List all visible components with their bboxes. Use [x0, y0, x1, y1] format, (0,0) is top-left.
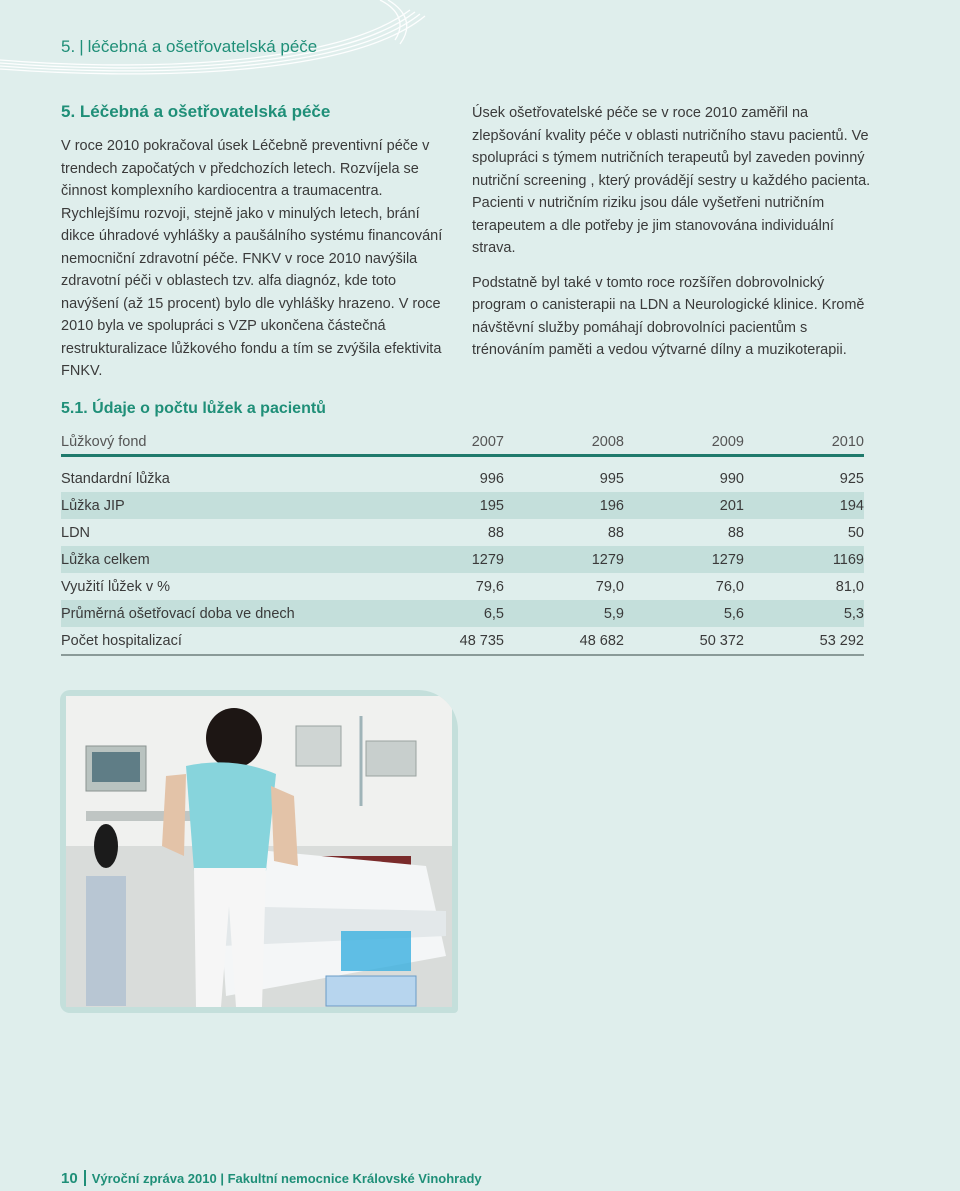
table-row — [61, 600, 864, 627]
table-header-row — [61, 430, 864, 456]
row-label: Lůžka JIP — [61, 492, 384, 519]
row-value: 5,9 — [504, 600, 624, 627]
photo-frame — [60, 690, 458, 1013]
row-value: 1169 — [744, 546, 864, 573]
row-value: 79,6 — [475, 578, 504, 595]
left-column — [61, 135, 456, 383]
table-row — [61, 519, 864, 546]
row-value: 53 292 — [744, 627, 864, 655]
row-value: 76,0 — [715, 578, 744, 595]
row-value: 88 — [487, 524, 504, 541]
row-label: Standardní lůžka — [61, 470, 170, 487]
row-value: 5,6 — [624, 600, 744, 627]
row-value: 194 — [744, 492, 864, 519]
row-label: Lůžka celkem — [61, 546, 384, 573]
row-value: 88 — [727, 524, 744, 541]
section-title: 5. Léčebná a ošetřovatelská péče — [61, 102, 331, 121]
table-row — [61, 492, 864, 519]
header-cell-2010: 2010 — [744, 430, 864, 456]
right-column — [472, 102, 872, 374]
left-paragraph: V roce 2010 pokračoval úsek Léčebně preventivní péče v trendech započatých v předchozích letech. Rozvíjela se činnost komplexního kardiocentra a traumacentra. Rychlejšímu rozvoji, stejně jako v minulých letech, brání dikce úhradové vyhlášky a paušálního systému financování nemocniční zdravotní péče. FNKV v roce 2010 navýšila zdravotní péči v oblastech tzv. alfa diagnóz, kde toto navýšení (až 15 procent) bylo dle vyhlášky hrazeno. V roce 2010 byla ve spolupráci s VZP ukončena částečná restrukturalizace lůžkového fondu a tím se zvýšila efektivita FNKV. — [61, 138, 443, 379]
table-row — [61, 546, 864, 573]
table-title: 5.1. Údaje o počtu lůžek a pacientů — [61, 400, 326, 417]
row-value: 79,0 — [595, 578, 624, 595]
row-value: 995 — [599, 470, 624, 487]
row-value: 48 682 — [504, 627, 624, 655]
row-value: 1279 — [504, 546, 624, 573]
row-value: 48 735 — [384, 627, 504, 655]
row-value: 196 — [504, 492, 624, 519]
hospital-room-photo — [66, 696, 452, 1007]
table-spacer — [61, 456, 864, 466]
row-value: 996 — [479, 470, 504, 487]
row-value: 50 — [847, 524, 864, 541]
table-row — [61, 627, 864, 655]
table-row — [61, 573, 864, 600]
row-value: 88 — [607, 524, 624, 541]
row-value: 925 — [839, 470, 864, 487]
row-label: Využití lůžek v % — [61, 578, 171, 595]
chapter-title: léčebná a ošetřovatelská péče — [87, 37, 318, 56]
footer-divider — [84, 1170, 86, 1186]
row-value: 990 — [719, 470, 744, 487]
row-value: 6,5 — [384, 600, 504, 627]
row-label: Průměrná ošetřovací doba ve dnech — [61, 600, 384, 627]
row-value: 201 — [624, 492, 744, 519]
right-paragraph-2: Podstatně byl také v tomto roce rozšířen dobrovolnický program o canisterapii na LDN a Neurologické klinice. Kromě návštěvní služby pomáhají dobrovolníci pacientům s trénováním paměti a vedou výtvarné dílny a muzikoterapii. — [472, 274, 865, 358]
table-row — [61, 465, 864, 492]
header-cell-2007: 2007 — [384, 430, 504, 456]
header-cell-2009: 2009 — [624, 430, 744, 456]
row-label: LDN — [61, 524, 91, 541]
row-value: 195 — [384, 492, 504, 519]
running-head — [61, 37, 317, 57]
row-value: 50 372 — [624, 627, 744, 655]
header-separator: | — [79, 37, 84, 56]
row-label: Počet hospitalizací — [61, 627, 384, 655]
header-cell-label: Lůžkový fond — [61, 430, 384, 456]
chapter-number: 5. — [61, 37, 76, 56]
beds-table — [61, 430, 864, 656]
row-value: 1279 — [624, 546, 744, 573]
publication-title: Výroční zpráva 2010 | Fakultní nemocnice Královské Vinohrady — [91, 1171, 482, 1186]
page-footer — [61, 1170, 482, 1187]
right-paragraph-1: Úsek ošetřovatelské péče se v roce 2010 zaměřil na zlepšování kvality péče v oblasti nutričního stavu pacientů. Ve spolupráci s týmem nutričních terapeutů byl zaveden povinný nutriční screening , který provádějí sestry u každého pacienta. Pacienti v nutričním riziku jsou dále vyšetřeni nutričním terapeutem a dle potřeby je jim stanovována individuální strava. — [472, 105, 871, 256]
row-value: 81,0 — [835, 578, 864, 595]
page-number: 10 — [61, 1170, 78, 1187]
row-value: 1279 — [384, 546, 504, 573]
row-value: 5,3 — [744, 600, 864, 627]
header-cell-2008: 2008 — [504, 430, 624, 456]
